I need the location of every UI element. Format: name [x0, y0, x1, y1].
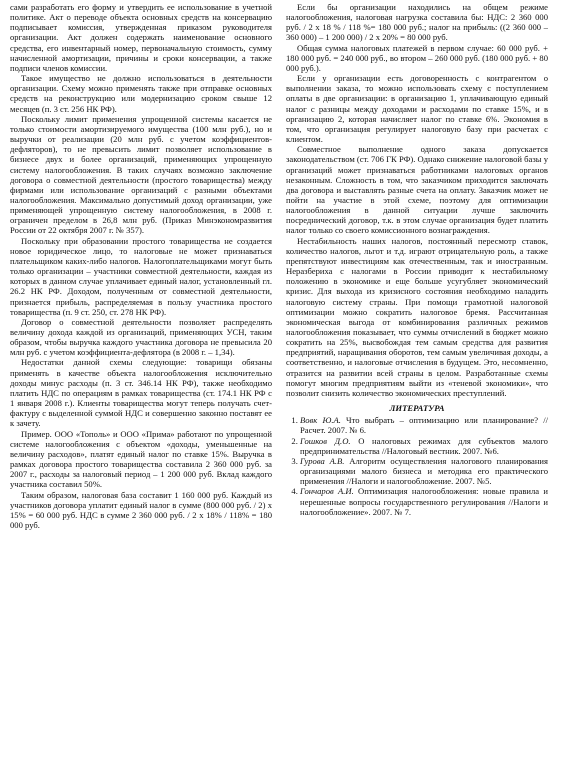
reference-author: Гошков Д.О. — [300, 435, 351, 446]
paragraph: Если бы организации находились на общем режиме налогообложения, налоговая нагрузка составила бы: НДС: 2 360 000 руб. / 2 х 18 % / 118 %= 180 000 руб.; налог на прибыль: ((2 360 000 – 360 000) – 1 200 000) / 2 х 20% = 80 000 руб. — [286, 2, 548, 43]
paragraph: сами разработать его форму и утвердить ее использование в учетной политике. Акт о переводе объекта основных средств на консервацию подписывает комиссия, утвержденная приказом руководителя организации. Акт должен содержать наименование основного средства, его инвентарный номер, первоначальную стоимость, сумму начисленной амортизации, причины и сроки консервации, а также подписи членов комиссии. — [10, 2, 272, 73]
reference-author: Вовк Ю.А. — [300, 415, 341, 426]
paragraph: Совместное выполнение одного заказа допускается законодательством (ст. 706 ГК РФ). Однако снижение налоговой базы у организаций может признаваться работниками налоговых органов незаконным. Сложность в том, что заказчиком приходится заключать два договора и выставлять разные счета на оплату. Заказчик может не пойти на участие в этой схеме, поэтому для оптимизации налогообложения в данной ситуации лучше заключить посреднический договор, т.к. в этом случае организация будет платить налог только со своего комиссионного вознаграждения. — [286, 144, 548, 236]
reference-text: Алгоритм осуществления налогового планирования организациями малого бизнеса и методика его практического применения //Налоги и налогообложение. 2007. №5. — [300, 455, 548, 487]
literature-heading: ЛИТЕРАТУРА — [389, 403, 445, 414]
right-column — [286, 2, 548, 782]
paragraph: Договор о совместной деятельности позволяет распределять величину дохода каждой из организаций, применяющих УСН, таким образом, чтобы выручка каждого участника договора не превысила 20 млн руб. с учетом коэффициента-дефлятора (в 2008 г. – 1,34). — [10, 316, 272, 358]
literature-item — [300, 415, 548, 435]
reference-author: Гончаров А.И. — [300, 486, 354, 497]
literature-item — [300, 456, 548, 486]
paragraph: Такое имущество не должно использоваться в деятельности организации. Схему можно применять также при отправке основных средств на реконструкцию или модернизацию сроком свыше 12 месяцев (п. 3 ст. 256 НК РФ). — [10, 73, 272, 114]
paragraph: Поскольку лимит применения упрощенной системы касается не только стоимости амортизируемого имущества (100 млн руб.), но и выручки от реализации (20 млн руб. с учетом коэффициентов-дефляторов), то не превысить лимит позволяет использование в бизнесе двух и более организаций, применяющих упрощенную систему налогообложения. В таких случаях возможно заключение договора о совместной деятельности (простого товарищества) между фирмами или использование организаций с разными объектами налогообложения. Максимально допустимый доход организации, уже применяющей упрощенную систему налогообложения, в 2008 г. ограничен пределом в 26,8 млн руб. (Приказ Минэкономразвития России от 22 октября 2007 г. № 357). — [10, 113, 272, 236]
reference-text: О налоговых режимах для субъектов малого предпринимательства //Налоговый вестник. 2007. №6. — [300, 435, 548, 456]
literature-item — [300, 436, 548, 456]
paragraph: Таким образом, налоговая база составит 1 160 000 руб. Каждый из участников договора уплатит единый налог в сумме (800 000 руб. / 2) х 15% = 60 000 руб. НДС в сумме 2 360 000 руб. / 2 х 18% / 118% = 180 000 руб. — [10, 489, 272, 530]
paragraph: Недостатки данной схемы следующие: товарищи обязаны применять в качестве объекта налогообложения исключительно доходы минус расходы (п. 3 ст. 346.14 НК РФ), также необходимо платить НДС по операциям в рамках товарищества (ст. 174.1 НК РФ с 1 января 2008 г.). Клиенты товарищества могут теперь получать счет-фактуру с выделенной суммой НДС и совершенно законно поставят ее к зачету. — [10, 357, 272, 429]
reference-text: Оптимизация налогообложения: новые правила и нерешенные вопросы государственного регулирования //Налоги и налогообложение». 2007. № 7. — [300, 486, 548, 517]
paragraph: Если у организации есть договоренность с контрагентом о выполнении заказа, то можно использовать схему с поступлением оплаты в две организации: в организацию 1, уплачивающую единый налог с разницы между доходами и расходами по ставке 15%, и в организацию 2, которая начисляет налог по ставке 6%. Экономия в том, что организация регулирует налоговую базу при расчетах с клиентом. — [286, 73, 548, 145]
paragraph: Пример. ООО «Тополь» и ООО «Прима» работают по упрощенной системе налогообложения с объектом «доходы, уменьшенные на величину расходов», платят единый налог по ставке 15%. Выручка в рамках договора простого товарищества составила 2 360 000 руб. за 2007 г., расходы за налоговый период – 1 200 000 руб. Вклад каждого участника составил 50%. — [10, 428, 272, 490]
paragraph: Общая сумма налоговых платежей в первом случае: 60 000 руб. + 180 000 руб. = 240 000 руб., во втором – 260 000 руб. (180 000 руб. + 80 000 руб.). — [286, 42, 548, 73]
left-column — [10, 2, 272, 782]
literature-item — [300, 486, 548, 516]
literature-list — [286, 415, 548, 517]
paragraph: Поскольку при образовании простого товарищества не создается новое юридическое лицо, то налоговые не может признаваться плательщиком каких-либо налогов. Налогоплательщиками могут быть только организации – участники совместной деятельности, каждая из которых в данном случае уплачивает единый налог, установленный гл. 26.2 НК РФ. Доходом, полученным от совместной деятельности, признается прибыль, распределяемая в пользу участника простого товарищества (п. 9 ст. 250, ст. 278 НК РФ). — [10, 235, 272, 317]
paragraph: Нестабильность наших налогов, постоянный пересмотр ставок, количество налогов, льгот и т.д. играют отрицательную роль, а также препятствуют инвестициям как отечественным, так и иностранным. Неразбериха с налогами в России приводит к нестабильному положению в экономике и еще больше усугубляет экономический кризис. Для выхода из кризисного состояния необходимо наладить налоговую систему страны. При помощи грамотной налоговой оптимизации можно сократить налоговое бремя. Рассчитанная экономическая выгода от комбинирования различных режимов налогообложения показывает, что суммы отчислений в бюджет можно сократить на 25%, высвобождая тем самым средства для развития предприятий, наращивания оборотов, тем самым увеличивая доходы, а соответственно, и налоговые отчисления в будущем. Это, несомненно, отразится на развитии всей страны в целом. Разработанные схемы помогут многим предприятиям выйти из «теневой экономики», что позволит снизить количество экономических преступлений. — [286, 235, 548, 398]
reference-text: Что выбрать – оптимизацию или планирование? //Расчет. 2007. № 6. — [300, 415, 548, 436]
reference-author: Гурова А.В. — [300, 455, 345, 466]
